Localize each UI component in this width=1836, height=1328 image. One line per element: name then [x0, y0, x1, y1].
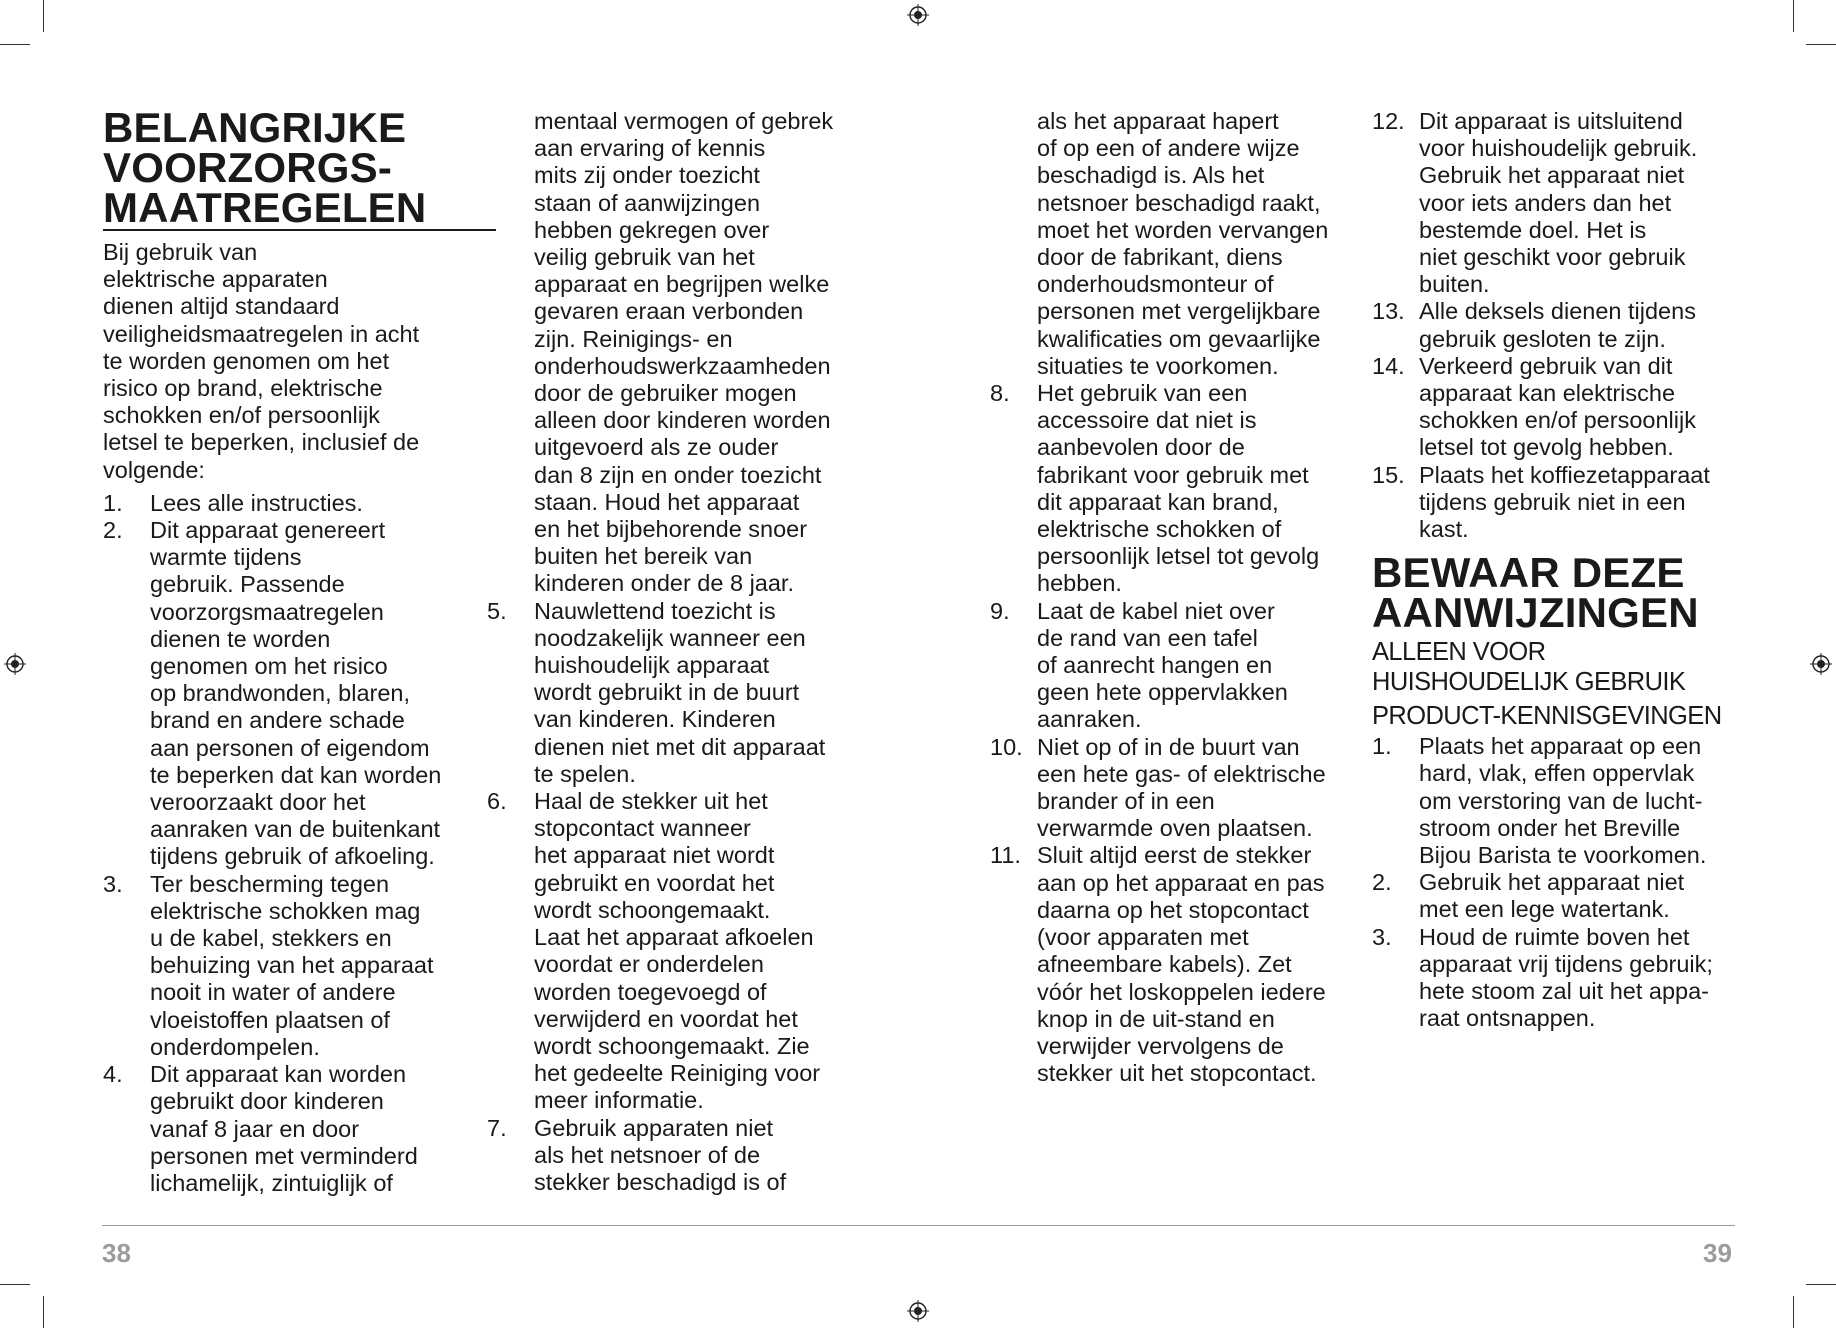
text-line: elektrische apparaten: [103, 266, 328, 293]
list-number: 1.: [103, 489, 123, 516]
text-line: elektrische schokken of: [1037, 516, 1282, 543]
text-line: geen hete oppervlakken: [1037, 679, 1288, 706]
text-line: stroom onder het Breville: [1419, 814, 1681, 841]
text-line: tijdens gebruik of afkoeling.: [150, 843, 435, 870]
text-line: accessoire dat niet is: [1037, 407, 1257, 434]
text-line: buiten.: [1419, 271, 1490, 298]
column-3: [990, 108, 1362, 1087]
text-line: mits zij onder toezicht: [534, 162, 760, 189]
text-line: afneembare kabels). Zet: [1037, 951, 1292, 978]
text-line: Gebruik apparaten niet: [534, 1114, 774, 1141]
text-line: gebruik. Passende: [150, 571, 345, 598]
text-line: voordat er onderdelen: [534, 951, 764, 978]
text-line: nooit in water of andere: [150, 979, 396, 1006]
list-item: [1372, 108, 1742, 298]
text-line: Dit apparaat kan worden: [150, 1061, 407, 1088]
registration-mark-icon: [4, 653, 26, 675]
text-line: veiligheidsmaatregelen in acht: [103, 320, 420, 347]
text-line: Plaats het apparaat op een: [1419, 733, 1702, 760]
text-line: schokken en/of persoonlijk: [103, 402, 380, 429]
text-line: behuizing van het apparaat: [150, 952, 434, 979]
text-line: door de fabrikant, diens: [1037, 244, 1283, 271]
text-line: wordt schoongemaakt. Zie: [534, 1032, 810, 1059]
text-line: Plaats het koffiezetapparaat: [1419, 461, 1710, 488]
text-line: Niet op of in de buurt van: [1037, 733, 1300, 760]
text-line: Gebruik het apparaat niet: [1419, 162, 1685, 189]
column-1: [103, 104, 468, 1197]
text-line: van kinderen. Kinderen: [534, 706, 776, 733]
text-line: lichamelijk, zintuiglijk of: [150, 1169, 393, 1196]
safety-list: [487, 598, 859, 1196]
footer-divider: [102, 1225, 1735, 1226]
text-line: fabrikant voor gebruik met: [1037, 461, 1309, 488]
text-line: onderhoudswerkzaamheden: [534, 352, 831, 379]
text-line: niet geschikt voor gebruik: [1419, 244, 1686, 271]
text-line: Het gebruik van een: [1037, 380, 1248, 407]
text-line: vloeistoffen plaatsen of: [150, 1006, 390, 1033]
list-number: 12.: [1372, 108, 1405, 134]
text-line: worden toegevoegd of: [534, 978, 767, 1005]
text-line: huishoudelijk apparaat: [534, 652, 770, 679]
text-line: voor huishoudelijk gebruik.: [1419, 135, 1698, 162]
safety-list: [103, 490, 468, 1197]
text-line: bestemde doel. Het is: [1419, 216, 1647, 243]
text-line: hard, vlak, effen oppervlak: [1419, 760, 1695, 787]
product-notices-heading: PRODUCT-KENNISGEVINGEN: [1372, 702, 1722, 731]
text-line: op brandwonden, blaren,: [150, 680, 411, 707]
list-item: [990, 842, 1362, 1087]
text-line: wordt gebruikt in de buurt: [534, 679, 800, 706]
text-line: Ter bescherming tegen: [150, 870, 390, 897]
text-line: (voor apparaten met: [1037, 924, 1249, 951]
crop-mark: [1806, 1284, 1836, 1285]
crop-mark: [1793, 1296, 1794, 1328]
list-number: 2.: [1372, 869, 1392, 896]
text-line: verwijderd en voordat het: [534, 1005, 798, 1032]
text-line: buiten het bereik van: [534, 543, 753, 570]
text-line: personen met verminderd: [150, 1142, 418, 1169]
crop-mark: [1806, 44, 1836, 45]
list-item: [103, 1061, 468, 1197]
text-line: te beperken dat kan worden: [150, 761, 442, 788]
list-number: 4.: [103, 1061, 123, 1088]
list-number: 13.: [1372, 298, 1405, 325]
text-line: staan of aanwijzingen: [534, 189, 761, 216]
text-line: tijdens gebruik niet in een: [1419, 488, 1686, 515]
list-number: 3.: [103, 870, 123, 897]
text-line: aanraken van de buitenkant: [150, 816, 441, 843]
text-line: kast.: [1419, 516, 1469, 543]
text-line: onderhoudsmonteur of: [1037, 271, 1274, 298]
text-line: Lees alle instructies.: [150, 489, 363, 516]
list-item: [103, 517, 468, 871]
text-line: Verkeerd gebruik van dit: [1419, 352, 1673, 379]
list-number: 8.: [990, 380, 1010, 407]
text-line: een hete gas- of elektrische: [1037, 760, 1326, 787]
text-line: gebruik gesloten te zijn.: [1419, 325, 1666, 352]
notice-list: [1372, 733, 1742, 1032]
list-item: [1372, 298, 1742, 352]
text-line: daarna op het stopcontact: [1037, 896, 1309, 923]
text-line: Sluit altijd eerst de stekker: [1037, 842, 1312, 869]
list-number: 2.: [103, 517, 123, 544]
text-line: moet het worden vervangen: [1037, 216, 1329, 243]
list-item: [103, 490, 468, 517]
text-line: brand en andere schade: [150, 707, 405, 734]
text-line: beschadigd is. Als het: [1037, 162, 1265, 189]
crop-mark: [43, 0, 44, 32]
safety-list: [1372, 108, 1742, 543]
household-use-heading: ALLEEN VOOR HUISHOUDELIJK GEBRUIK: [1372, 638, 1686, 697]
text-line: verwijder vervolgens de: [1037, 1032, 1284, 1059]
text-line: Nauwlettend toezicht is: [534, 597, 776, 624]
text-line: verwarmde oven plaatsen.: [1037, 815, 1313, 842]
text-line: Haal de stekker uit het: [534, 788, 768, 815]
crop-mark: [0, 1284, 30, 1285]
list-number: 7.: [487, 1114, 507, 1141]
list-number: 11.: [990, 842, 1021, 869]
text-line: veilig gebruik van het: [534, 244, 755, 271]
text-line: aanraken.: [1037, 706, 1142, 733]
text-line: om verstoring van de lucht-: [1419, 787, 1703, 814]
text-line: risico op brand, elektrische: [103, 375, 383, 402]
text-line: dan 8 zijn en onder toezicht: [534, 461, 822, 488]
text-line: en het bijbehorende snoer: [534, 516, 808, 543]
text-line: hebben gekregen over: [534, 216, 770, 243]
text-line: of op een of andere wijze: [1037, 135, 1300, 162]
registration-mark-icon: [1810, 653, 1832, 675]
text-line: hebben.: [1037, 570, 1122, 597]
text-line: Dit apparaat is uitsluitend: [1419, 108, 1683, 134]
text-line: elektrische schokken mag: [150, 897, 421, 924]
text-line: warmte tijdens: [150, 544, 302, 571]
column-4: [1372, 108, 1742, 1032]
text-line: Houd de ruimte boven het: [1419, 923, 1690, 950]
text-line: brander of in een: [1037, 788, 1215, 815]
text-line: kwalificaties om gevaarlijke: [1037, 325, 1321, 352]
text-line: genomen om het risico: [150, 653, 388, 680]
text-line: personen met vergelijkbare: [1037, 298, 1321, 325]
text-line: netsnoer beschadigd raakt,: [1037, 189, 1321, 216]
text-line: aan personen of eigendom: [150, 734, 430, 761]
text-line: u de kabel, stekkers en: [150, 925, 392, 952]
text-line: volgende:: [103, 456, 205, 483]
text-line: het gedeelte Reiniging voor: [534, 1060, 821, 1087]
text-line: het apparaat niet wordt: [534, 842, 775, 869]
text-line: kinderen onder de 8 jaar.: [534, 570, 794, 597]
text-line: Gebruik het apparaat niet: [1419, 869, 1685, 896]
text-line: noodzakelijk wanneer een: [534, 624, 806, 651]
text-line: letsel te beperken, inclusief de: [103, 429, 420, 456]
text-line: situaties te voorkomen.: [1037, 352, 1279, 379]
page-number-right: 39: [1703, 1238, 1732, 1268]
list-item: [1372, 353, 1742, 462]
text-line: meer informatie.: [534, 1087, 704, 1114]
list-item-continuation: [487, 108, 859, 598]
text-line: Laat het apparaat afkoelen: [534, 924, 814, 951]
list-item: [487, 598, 859, 788]
text-line: dit apparaat kan brand,: [1037, 488, 1279, 515]
text-line: door de gebruiker mogen: [534, 380, 797, 407]
crop-mark: [43, 1296, 44, 1328]
list-item: [990, 734, 1362, 843]
list-item: [103, 871, 468, 1061]
text-line: gebruikt en voordat het: [534, 869, 775, 896]
text-line: dienen te worden: [150, 625, 331, 652]
text-line: alleen door kinderen worden: [534, 407, 831, 434]
list-number: 3.: [1372, 923, 1392, 950]
text-line: apparaat vrij tijdens gebruik;: [1419, 950, 1713, 977]
list-item: [990, 598, 1362, 734]
registration-mark-icon: [907, 1300, 929, 1322]
text-line: dienen niet met dit apparaat: [534, 733, 826, 760]
list-number: 10.: [990, 733, 1023, 760]
text-line: aan ervaring of kennis: [534, 135, 766, 162]
text-line: aanbevolen door de: [1037, 434, 1245, 461]
text-line: apparaat en begrijpen welke: [534, 271, 830, 298]
text-line: te spelen.: [534, 760, 636, 787]
text-line: persoonlijk letsel tot gevolg: [1037, 543, 1320, 570]
text-line: met een lege watertank.: [1419, 896, 1670, 923]
text-line: voor iets anders dan het: [1419, 189, 1672, 216]
list-item: [1372, 462, 1742, 544]
text-line: apparaat kan elektrische: [1419, 380, 1676, 407]
text-line: Laat de kabel niet over: [1037, 597, 1275, 624]
list-item: [1372, 733, 1742, 869]
text-line: hete stoom zal uit het appa-: [1419, 978, 1710, 1005]
column-2: [487, 108, 859, 1196]
text-line: of aanrecht hangen en: [1037, 652, 1273, 679]
crop-mark: [1793, 0, 1794, 32]
text-line: stekker uit het stopcontact.: [1037, 1060, 1317, 1087]
list-item: [1372, 869, 1742, 923]
text-line: als het netsnoer of de: [534, 1141, 761, 1168]
text-line: zijn. Reinigings- en: [534, 325, 733, 352]
list-item: [487, 1115, 859, 1197]
text-line: dienen altijd standaard: [103, 293, 340, 320]
list-number: 1.: [1372, 733, 1392, 760]
text-line: stekker beschadigd is of: [534, 1168, 787, 1195]
text-line: als het apparaat hapert: [1037, 108, 1279, 134]
list-number: 15.: [1372, 461, 1405, 488]
text-line: wordt schoongemaakt.: [534, 896, 771, 923]
text-line: veroorzaakt door het: [150, 789, 366, 816]
text-line: raat ontsnappen.: [1419, 1005, 1596, 1032]
text-line: stopcontact wanneer: [534, 815, 751, 842]
text-line: schokken en/of persoonlijk: [1419, 407, 1696, 434]
text-line: vóór het loskoppelen iedere: [1037, 978, 1326, 1005]
list-item: [1372, 924, 1742, 1033]
text-line: onderdompelen.: [150, 1033, 320, 1060]
list-item: [487, 788, 859, 1114]
registration-mark-icon: [907, 4, 929, 26]
text-line: gevaren eraan verbonden: [534, 298, 804, 325]
page-number-left: 38: [102, 1238, 131, 1268]
list-number: 9.: [990, 597, 1010, 624]
list-number: 14.: [1372, 352, 1405, 379]
text-line: uitgevoerd als ze ouder: [534, 434, 779, 461]
list-item-continuation: [990, 108, 1362, 380]
list-number: 5.: [487, 597, 507, 624]
text-line: Alle deksels dienen tijdens: [1419, 298, 1696, 325]
list-number: 6.: [487, 788, 507, 815]
page-title: BELANGRIJKE VOORZORGS- MAATREGELEN: [103, 108, 496, 231]
crop-mark: [0, 44, 30, 45]
text-line: voorzorgsmaatregelen: [150, 598, 384, 625]
safety-list: [990, 380, 1362, 1087]
text-line: te worden genomen om het: [103, 347, 390, 374]
text-line: knop in de uit-stand en: [1037, 1005, 1275, 1032]
text-line: vanaf 8 jaar en door: [150, 1115, 360, 1142]
text-line: Bij gebruik van: [103, 239, 258, 265]
list-item: [990, 380, 1362, 598]
save-instructions-title: BEWAAR DEZE AANWIJZINGEN: [1372, 549, 1699, 637]
text-line: aan op het apparaat en pas: [1037, 869, 1325, 896]
intro-paragraph: [103, 239, 468, 484]
text-line: mentaal vermogen of gebrek: [534, 108, 834, 134]
text-line: de rand van een tafel: [1037, 624, 1258, 651]
text-line: Dit apparaat genereert: [150, 517, 386, 544]
text-line: staan. Houd het apparaat: [534, 488, 800, 515]
text-line: gebruikt door kinderen: [150, 1088, 384, 1115]
text-line: Bijou Barista te voorkomen.: [1419, 842, 1707, 869]
text-line: letsel tot gevolg hebben.: [1419, 434, 1674, 461]
